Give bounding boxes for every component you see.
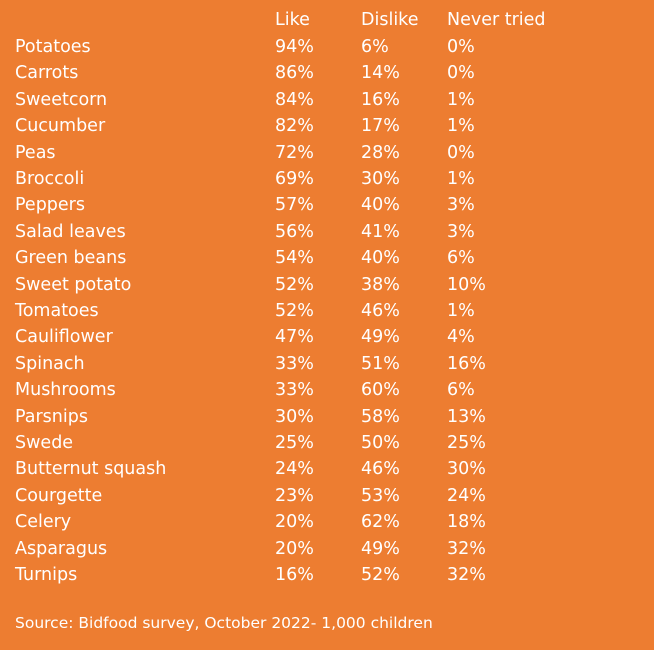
cell-never-tried: 0%	[447, 37, 475, 57]
cell-never-tried: 6%	[447, 380, 475, 401]
row-label: Spinach	[15, 353, 85, 374]
cell-never-tried: 13%	[447, 406, 486, 427]
row-label: Swede	[15, 433, 74, 453]
cell-like: 24%	[275, 459, 314, 480]
cell-dislike: 38%	[361, 274, 400, 295]
cell-never-tried: 1%	[447, 301, 475, 321]
cell-like: 52%	[275, 274, 314, 295]
cell-never-tried: 1%	[447, 89, 475, 110]
row-label: Broccoli	[15, 169, 85, 189]
row-label: Peas	[15, 142, 56, 163]
cell-dislike: 51%	[361, 353, 400, 374]
cell-dislike: 30%	[361, 169, 400, 189]
cell-dislike: 58%	[361, 406, 400, 427]
column-header-dislike: Dislike	[361, 10, 419, 30]
row-label: Carrots	[15, 63, 79, 84]
cell-like: 86%	[275, 63, 314, 84]
cell-never-tried: 25%	[447, 433, 486, 453]
cell-never-tried: 3%	[447, 221, 475, 242]
cell-dislike: 60%	[361, 380, 400, 401]
cell-dislike: 46%	[361, 459, 400, 480]
table-row	[0, 60, 654, 86]
cell-never-tried: 1%	[447, 169, 475, 189]
row-label: Sweet potato	[15, 274, 132, 295]
table-row	[0, 87, 654, 113]
table-row	[0, 34, 654, 60]
cell-dislike: 52%	[361, 565, 400, 585]
table-row	[0, 192, 654, 218]
cell-like: 30%	[275, 406, 314, 427]
table-row	[0, 536, 654, 562]
cell-like: 57%	[275, 195, 314, 216]
table-row	[0, 113, 654, 139]
cell-never-tried: 3%	[447, 195, 475, 216]
cell-dislike: 40%	[361, 195, 400, 216]
column-header-like: Like	[275, 10, 310, 30]
cell-never-tried: 1%	[447, 116, 475, 137]
cell-never-tried: 30%	[447, 459, 486, 480]
table-row	[0, 166, 654, 192]
table-row	[0, 377, 654, 403]
cell-like: 33%	[275, 380, 314, 401]
cell-dislike: 6%	[361, 37, 389, 57]
cell-like: 47%	[275, 327, 314, 348]
row-label: Potatoes	[15, 37, 91, 57]
cell-like: 84%	[275, 89, 314, 110]
table-row	[0, 456, 654, 482]
cell-dislike: 16%	[361, 89, 400, 110]
cell-dislike: 14%	[361, 63, 400, 84]
row-label: Tomatoes	[15, 301, 99, 321]
cell-never-tried: 32%	[447, 565, 486, 585]
cell-dislike: 50%	[361, 433, 400, 453]
cell-like: 16%	[275, 565, 314, 585]
table-row	[0, 404, 654, 430]
table-header-row	[0, 7, 654, 33]
cell-dislike: 62%	[361, 512, 400, 533]
table-row	[0, 509, 654, 535]
cell-dislike: 28%	[361, 142, 400, 163]
table-row	[0, 483, 654, 509]
row-label: Celery	[15, 512, 72, 533]
cell-never-tried: 0%	[447, 63, 475, 84]
row-label: Parsnips	[15, 406, 88, 427]
cell-like: 20%	[275, 538, 314, 559]
cell-dislike: 49%	[361, 327, 400, 348]
cell-like: 56%	[275, 221, 314, 242]
table-row	[0, 351, 654, 377]
table-row	[0, 245, 654, 271]
table-row	[0, 430, 654, 456]
table-row	[0, 298, 654, 324]
row-label: Green beans	[15, 248, 127, 269]
table-row	[0, 562, 654, 588]
cell-never-tried: 0%	[447, 142, 475, 163]
table-row	[0, 324, 654, 350]
source-note: Source: Bidfood survey, October 2022- 1,000 children	[15, 614, 433, 632]
cell-never-tried: 32%	[447, 538, 486, 559]
row-label: Salad leaves	[15, 221, 126, 242]
column-header-never-tried: Never tried	[447, 10, 546, 30]
cell-like: 72%	[275, 142, 314, 163]
cell-like: 52%	[275, 301, 314, 321]
cell-like: 33%	[275, 353, 314, 374]
row-label: Cauliflower	[15, 327, 113, 348]
table-row	[0, 219, 654, 245]
cell-like: 20%	[275, 512, 314, 533]
row-label: Butternut squash	[15, 459, 167, 480]
row-label: Asparagus	[15, 538, 108, 559]
cell-never-tried: 10%	[447, 274, 486, 295]
table-row	[0, 140, 654, 166]
cell-like: 54%	[275, 248, 314, 269]
cell-never-tried: 24%	[447, 485, 486, 506]
cell-dislike: 40%	[361, 248, 400, 269]
table-row	[0, 272, 654, 298]
cell-never-tried: 4%	[447, 327, 475, 348]
cell-like: 82%	[275, 116, 314, 137]
cell-never-tried: 6%	[447, 248, 475, 269]
row-label: Courgette	[15, 485, 103, 506]
row-label: Turnips	[15, 565, 78, 585]
cell-like: 94%	[275, 37, 314, 57]
row-label: Mushrooms	[15, 380, 116, 401]
cell-like: 23%	[275, 485, 314, 506]
cell-dislike: 41%	[361, 221, 400, 242]
row-label: Sweetcorn	[15, 89, 108, 110]
row-label: Cucumber	[15, 116, 106, 137]
cell-dislike: 46%	[361, 301, 400, 321]
cell-never-tried: 16%	[447, 353, 486, 374]
cell-dislike: 53%	[361, 485, 400, 506]
cell-like: 25%	[275, 433, 314, 453]
cell-dislike: 17%	[361, 116, 400, 137]
cell-like: 69%	[275, 169, 314, 189]
row-label: Peppers	[15, 195, 85, 216]
cell-never-tried: 18%	[447, 512, 486, 533]
cell-dislike: 49%	[361, 538, 400, 559]
